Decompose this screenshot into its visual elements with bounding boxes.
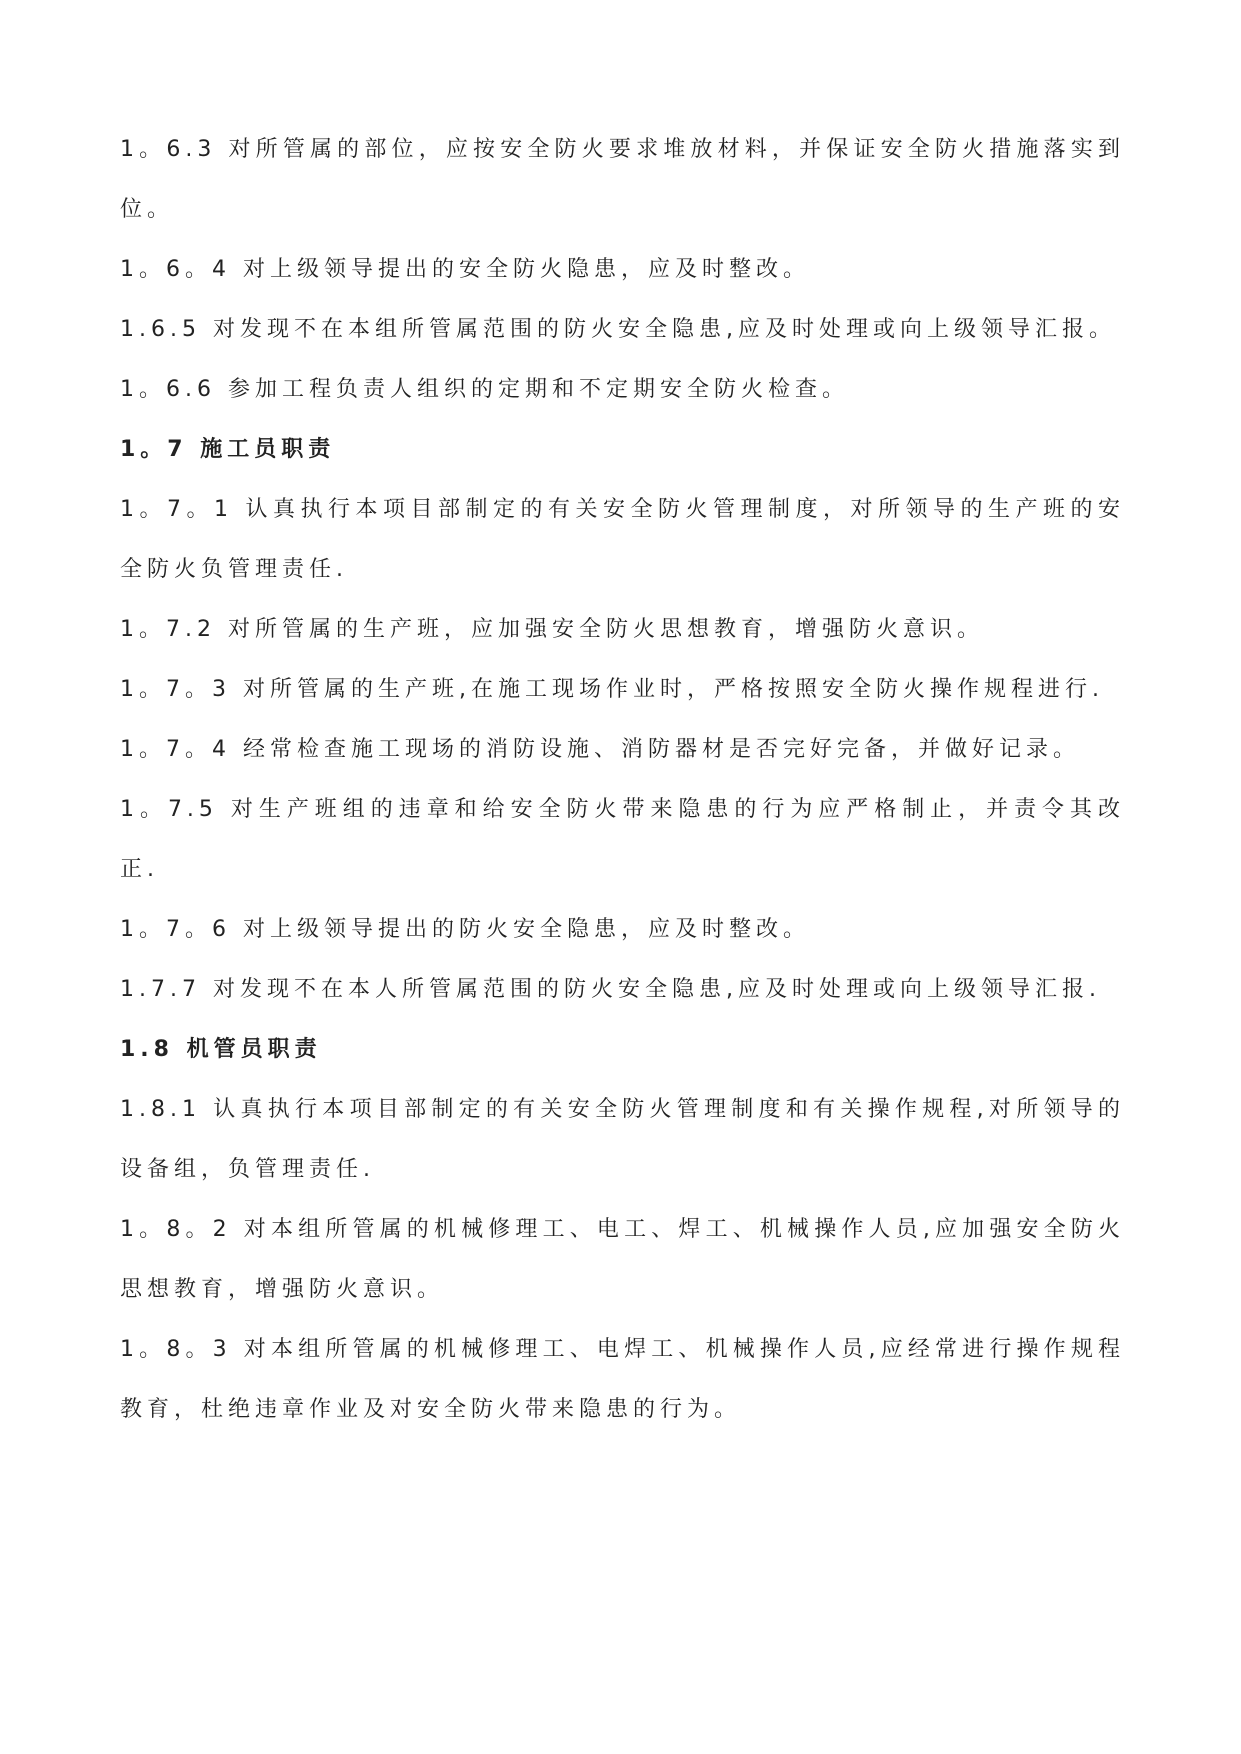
paragraph-1-6-3: 1。6.3 对所管属的部位，应按安全防火要求堆放材料，并保证安全防火措施落实到位。 [120,137,1125,222]
section-heading-1-7: 1。7 施工员职责 [120,437,336,462]
paragraph-1-6-6: 1。6.6 参加工程负责人组织的定期和不定期安全防火检查。 [120,377,849,402]
document-page [120,120,1125,1440]
paragraph-1-6-5: 1.6.5 对发现不在本组所管属范围的防火安全隐患,应及时处理或向上级领导汇报。 [120,317,1116,342]
paragraph-1-7-5: 1。7.5 对生产班组的违章和给安全防火带来隐患的行为应严格制止，并责令其改正. [120,797,1125,882]
paragraph-1-8-1: 1.8.1 认真执行本项目部制定的有关安全防火管理制度和有关操作规程,对所领导的设备组，负管理责任. [120,1097,1125,1182]
paragraph-1-7-6: 1。7。6 对上级领导提出的防火安全隐患，应及时整改。 [120,917,810,942]
paragraph-1-6-4: 1。6。4 对上级领导提出的安全防火隐患，应及时整改。 [120,257,810,282]
paragraph-1-7-3: 1。7。3 对所管属的生产班,在施工现场作业时，严格按照安全防火操作规程进行. [120,677,1104,702]
paragraph-1-7-2: 1。7.2 对所管属的生产班，应加强安全防火思想教育，增强防火意识。 [120,617,984,642]
paragraph-1-8-3: 1。8。3 对本组所管属的机械修理工、电焊工、机械操作人员,应经常进行操作规程教育，杜绝违章作业及对安全防火带来隐患的行为。 [120,1337,1125,1422]
section-heading-1-8: 1.8 机管员职责 [120,1037,322,1062]
paragraph-1-7-4: 1。7。4 经常检查施工现场的消防设施、消防器材是否完好完备，并做好记录。 [120,737,1080,762]
paragraph-1-7-7: 1.7.7 对发现不在本人所管属范围的防火安全隐患,应及时处理或向上级领导汇报. [120,977,1101,1002]
paragraph-1-8-2: 1。8。2 对本组所管属的机械修理工、电工、焊工、机械操作人员,应加强安全防火思想教育，增强防火意识。 [120,1217,1125,1302]
paragraph-1-7-1: 1。7。1 认真执行本项目部制定的有关安全防火管理制度，对所领导的生产班的安全防火负管理责任. [120,497,1125,582]
